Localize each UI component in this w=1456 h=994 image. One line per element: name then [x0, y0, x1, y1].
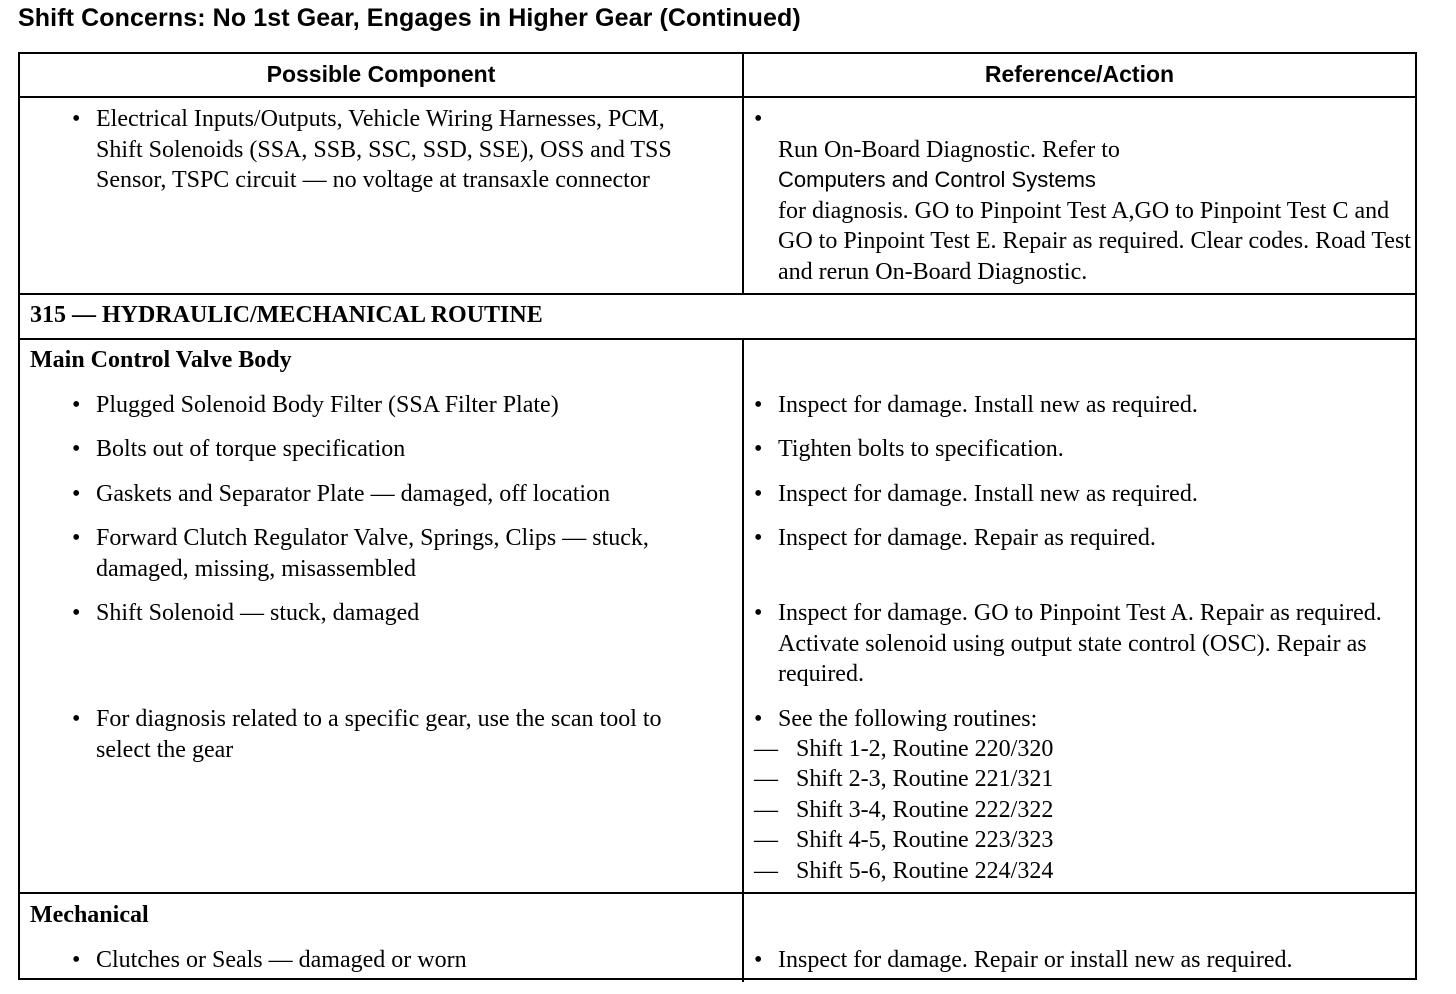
- component-row: • For diagnosis related to a specific gear, use the scan tool to select the gear: [72, 706, 662, 763]
- action-electrical: • Run On-Board Diagnostic. Refer to Computers and Control Systems for diagnosis. GO to Pinpoint Test A,GO to Pinpoint Test C and GO to Pinpoint Test E. Repair as required. Clear codes. Road Test and rerun On-Board Diagnostic.: [754, 106, 1411, 285]
- action-electrical-part-c: for diagnosis. GO to Pinpoint Test A,GO to Pinpoint Test C and GO to Pinpoint Test E. Repair as required. Clear codes. Road Test and rerun On-Board Diagnostic.: [778, 197, 1411, 285]
- row-divider: [20, 338, 1415, 340]
- row-divider: [20, 293, 1415, 295]
- action-row: • Inspect for damage. Install new as required.: [754, 392, 1198, 418]
- action-electrical-part-a: Run On-Board Diagnostic. Refer to: [778, 136, 1120, 163]
- header-possible-component: Possible Component: [266, 61, 496, 87]
- header-divider: [20, 96, 1415, 98]
- header-reference-action: Reference/Action: [984, 61, 1175, 87]
- action-row: • Inspect for damage. Install new as required.: [754, 481, 1198, 507]
- component-row: • Plugged Solenoid Body Filter (SSA Filter Plate): [72, 392, 559, 418]
- section-heading-main-control: Main Control Valve Body: [30, 347, 292, 373]
- routine-list-item: — Shift 4-5, Routine 223/323: [754, 827, 1054, 853]
- routine-title: 315 — HYDRAULIC/MECHANICAL ROUTINE: [30, 302, 543, 328]
- routine-list-item: — Shift 2-3, Routine 221/321: [754, 766, 1054, 792]
- page-title: Shift Concerns: No 1st Gear, Engages in Higher Gear (Continued): [18, 4, 801, 32]
- component-row: • Bolts out of torque specification: [72, 436, 406, 462]
- action-row: • See the following routines:: [754, 706, 1038, 732]
- routine-list-item: — Shift 1-2, Routine 220/320: [754, 736, 1054, 762]
- section-heading-mechanical: Mechanical: [30, 902, 149, 928]
- column-divider-bottom: [742, 340, 744, 982]
- action-row: • Inspect for damage. Repair or install new as required.: [754, 947, 1293, 973]
- action-row: • Inspect for damage. GO to Pinpoint Test A. Repair as required. Activate solenoid using output state control (OSC). Repair as required.: [754, 600, 1382, 687]
- routine-list-item: — Shift 5-6, Routine 224/324: [754, 858, 1054, 884]
- routine-list-item: — Shift 3-4, Routine 222/322: [754, 797, 1054, 823]
- diagnostic-table: [18, 52, 1417, 980]
- column-divider-top: [742, 54, 744, 294]
- row-divider: [20, 892, 1415, 894]
- component-row: • Shift Solenoid — stuck, damaged: [72, 600, 420, 626]
- action-row: • Tighten bolts to specification.: [754, 436, 1064, 462]
- component-row: • Forward Clutch Regulator Valve, Springs, Clips — stuck, damaged, missing, misassembled: [72, 525, 649, 582]
- component-row: • Clutches or Seals — damaged or worn: [72, 947, 467, 973]
- component-electrical: • Electrical Inputs/Outputs, Vehicle Wiring Harnesses, PCM, Shift Solenoids (SSA, SSB, SSC, SSD, SSE), OSS and TSS Sensor, TSPC circuit — no voltage at transaxle connector: [72, 106, 672, 193]
- action-row: • Inspect for damage. Repair as required.: [754, 525, 1156, 551]
- computers-reference-link: Computers and Control Systems: [778, 167, 1096, 192]
- component-row: • Gaskets and Separator Plate — damaged, off location: [72, 481, 611, 507]
